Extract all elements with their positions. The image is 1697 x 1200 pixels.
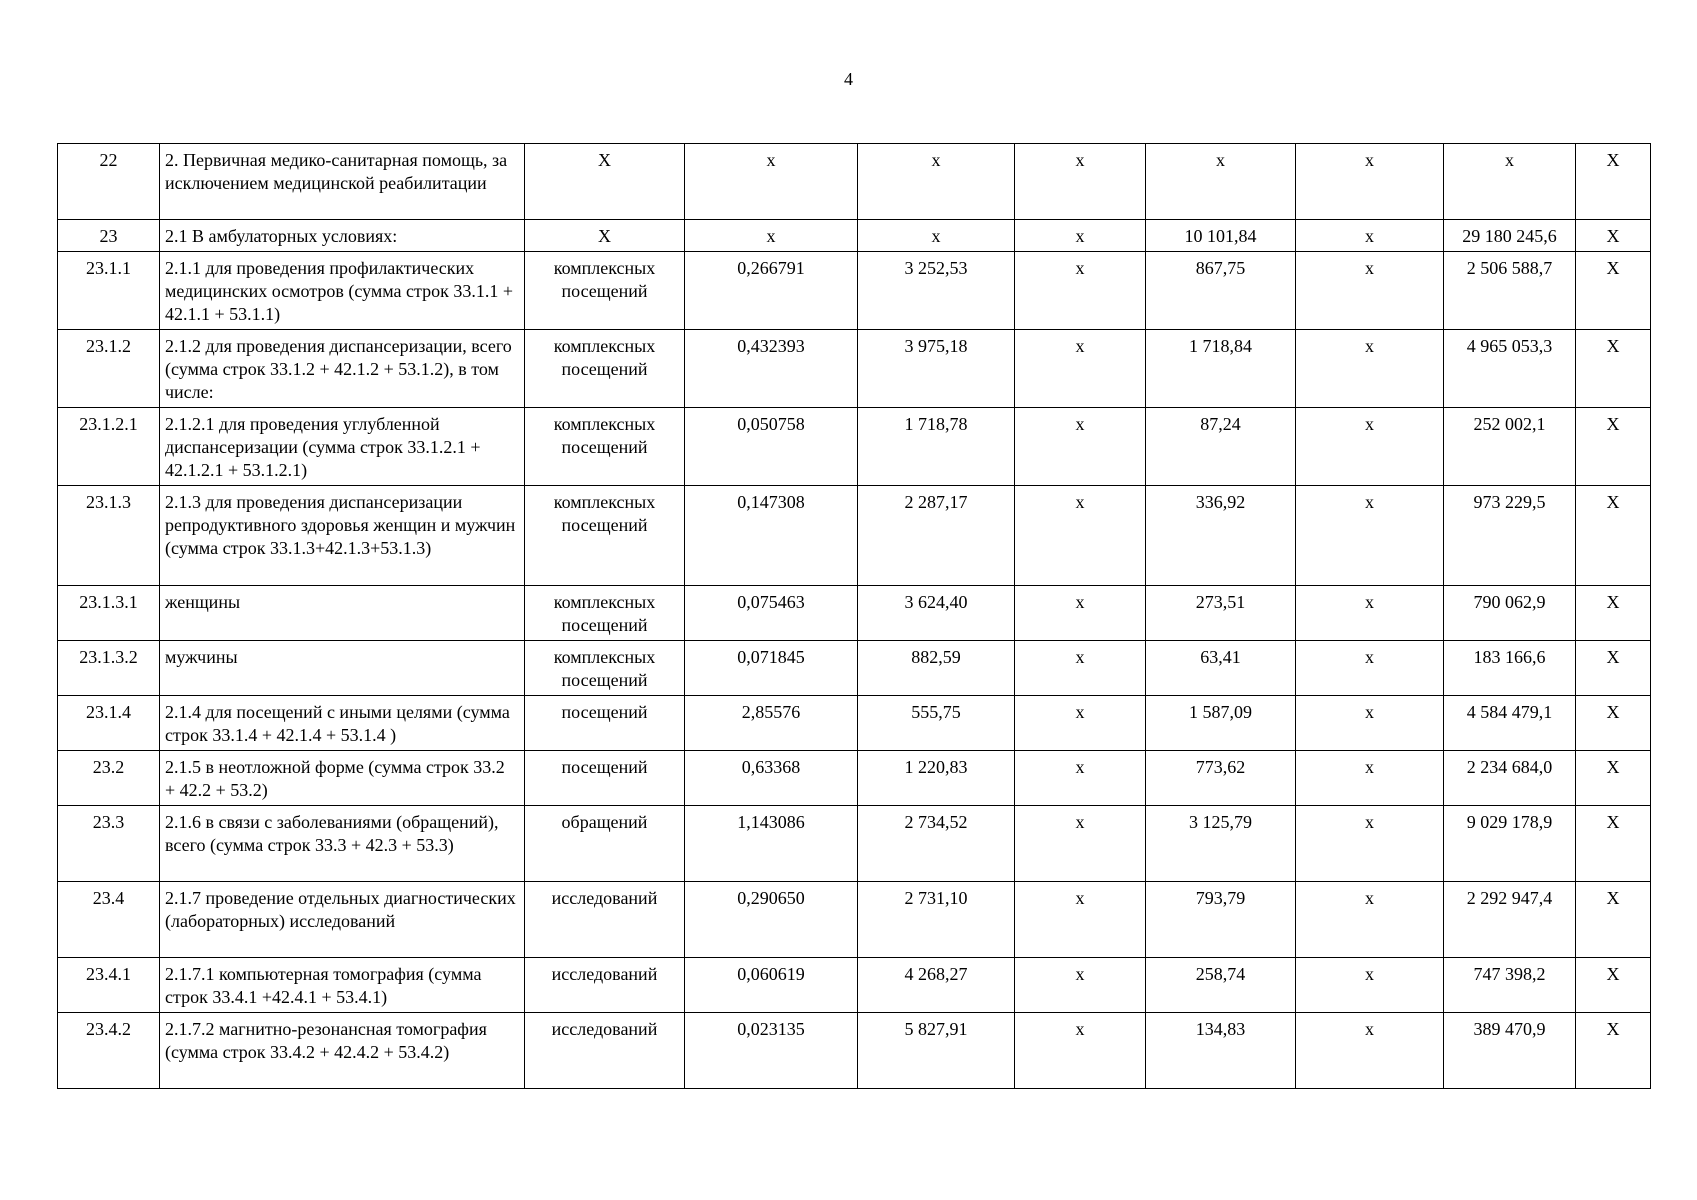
row-col-4: 0,290650 xyxy=(685,882,858,958)
row-col-9: 4 584 479,1 xyxy=(1444,696,1576,751)
row-col-5: 2 287,17 xyxy=(858,486,1015,586)
row-col-6: х xyxy=(1015,641,1146,696)
row-col-10: Х xyxy=(1576,486,1651,586)
row-unit: исследований xyxy=(525,958,685,1013)
row-col-5: х xyxy=(858,220,1015,252)
table-row xyxy=(58,751,1651,806)
row-col-10: Х xyxy=(1576,958,1651,1013)
row-col-5: 4 268,27 xyxy=(858,958,1015,1013)
row-col-6: х xyxy=(1015,408,1146,486)
table-body xyxy=(58,144,1651,1089)
table-row xyxy=(58,486,1651,586)
row-code: 23.2 xyxy=(58,751,160,806)
row-col-4: х xyxy=(685,144,858,220)
row-col-6: х xyxy=(1015,751,1146,806)
row-col-7: 10 101,84 xyxy=(1146,220,1296,252)
row-name: женщины xyxy=(160,586,525,641)
row-col-8: х xyxy=(1296,408,1444,486)
row-col-10: Х xyxy=(1576,641,1651,696)
row-col-7: 1 587,09 xyxy=(1146,696,1296,751)
page-number: 4 xyxy=(844,69,853,89)
row-name: 2.1.7 проведение отдельных диагностических (лабораторных) исследований xyxy=(160,882,525,958)
row-col-4: 1,143086 xyxy=(685,806,858,882)
row-col-10: Х xyxy=(1576,408,1651,486)
row-code: 23.1.3.1 xyxy=(58,586,160,641)
row-col-4: 0,147308 xyxy=(685,486,858,586)
row-col-5: 2 734,52 xyxy=(858,806,1015,882)
table-row xyxy=(58,330,1651,408)
row-col-4: 0,63368 xyxy=(685,751,858,806)
row-code: 23.1.1 xyxy=(58,252,160,330)
row-col-10: Х xyxy=(1576,252,1651,330)
row-col-10: Х xyxy=(1576,1013,1651,1089)
row-unit: комплексных посещений xyxy=(525,641,685,696)
table-row xyxy=(58,252,1651,330)
row-unit: Х xyxy=(525,220,685,252)
row-col-8: х xyxy=(1296,252,1444,330)
row-col-9: 2 506 588,7 xyxy=(1444,252,1576,330)
row-col-9: 2 234 684,0 xyxy=(1444,751,1576,806)
row-col-5: 3 624,40 xyxy=(858,586,1015,641)
row-col-4: 2,85576 xyxy=(685,696,858,751)
row-name: 2.1.7.2 магнитно-резонансная томография (сумма строк 33.4.2 + 42.4.2 + 53.4.2) xyxy=(160,1013,525,1089)
row-name: 2.1.2.1 для проведения углубленной диспансеризации (сумма строк 33.1.2.1 + 42.1.2.1 + 53.1.2.1) xyxy=(160,408,525,486)
row-col-4: 0,050758 xyxy=(685,408,858,486)
row-col-7: 3 125,79 xyxy=(1146,806,1296,882)
row-col-6: х xyxy=(1015,330,1146,408)
row-col-9: 790 062,9 xyxy=(1444,586,1576,641)
row-col-8: х xyxy=(1296,486,1444,586)
row-unit: комплексных посещений xyxy=(525,330,685,408)
row-col-8: х xyxy=(1296,1013,1444,1089)
table-row xyxy=(58,882,1651,958)
row-col-7: 134,83 xyxy=(1146,1013,1296,1089)
row-col-5: 3 252,53 xyxy=(858,252,1015,330)
table-row xyxy=(58,1013,1651,1089)
row-code: 23.1.2 xyxy=(58,330,160,408)
row-unit: исследований xyxy=(525,882,685,958)
row-col-5: 1 220,83 xyxy=(858,751,1015,806)
row-col-7: 793,79 xyxy=(1146,882,1296,958)
row-col-5: 882,59 xyxy=(858,641,1015,696)
row-col-6: х xyxy=(1015,220,1146,252)
row-code: 23.3 xyxy=(58,806,160,882)
row-col-10: Х xyxy=(1576,144,1651,220)
row-col-7: 63,41 xyxy=(1146,641,1296,696)
row-col-5: х xyxy=(858,144,1015,220)
table-row xyxy=(58,696,1651,751)
row-code: 23.1.3.2 xyxy=(58,641,160,696)
table-row xyxy=(58,220,1651,252)
row-col-9: 973 229,5 xyxy=(1444,486,1576,586)
row-code: 22 xyxy=(58,144,160,220)
row-unit: посещений xyxy=(525,696,685,751)
row-col-9: 183 166,6 xyxy=(1444,641,1576,696)
row-col-5: 555,75 xyxy=(858,696,1015,751)
row-col-6: х xyxy=(1015,252,1146,330)
row-col-7: 273,51 xyxy=(1146,586,1296,641)
row-name: мужчины xyxy=(160,641,525,696)
row-unit: комплексных посещений xyxy=(525,486,685,586)
row-col-9: 389 470,9 xyxy=(1444,1013,1576,1089)
row-col-5: 5 827,91 xyxy=(858,1013,1015,1089)
row-col-5: 1 718,78 xyxy=(858,408,1015,486)
row-col-9: 4 965 053,3 xyxy=(1444,330,1576,408)
table-row xyxy=(58,641,1651,696)
row-col-8: х xyxy=(1296,220,1444,252)
row-col-6: х xyxy=(1015,144,1146,220)
row-col-9: 9 029 178,9 xyxy=(1444,806,1576,882)
row-col-8: х xyxy=(1296,144,1444,220)
row-name: 2.1.5 в неотложной форме (сумма строк 33.2 + 42.2 + 53.2) xyxy=(160,751,525,806)
row-code: 23.4 xyxy=(58,882,160,958)
row-unit: обращений xyxy=(525,806,685,882)
row-unit: посещений xyxy=(525,751,685,806)
row-col-6: х xyxy=(1015,486,1146,586)
row-col-8: х xyxy=(1296,751,1444,806)
row-code: 23.4.1 xyxy=(58,958,160,1013)
row-col-8: х xyxy=(1296,958,1444,1013)
row-col-10: Х xyxy=(1576,882,1651,958)
row-col-7: 867,75 xyxy=(1146,252,1296,330)
row-col-7: х xyxy=(1146,144,1296,220)
row-unit: комплексных посещений xyxy=(525,408,685,486)
row-code: 23.1.3 xyxy=(58,486,160,586)
table-row xyxy=(58,586,1651,641)
row-col-6: х xyxy=(1015,882,1146,958)
row-col-7: 773,62 xyxy=(1146,751,1296,806)
row-name: 2.1.4 для посещений с иными целями (сумма строк 33.1.4 + 42.1.4 + 53.1.4 ) xyxy=(160,696,525,751)
row-name: 2.1.1 для проведения профилактических медицинских осмотров (сумма строк 33.1.1 + 42.1.1 + 53.1.1) xyxy=(160,252,525,330)
row-name: 2.1.6 в связи с заболеваниями (обращений), всего (сумма строк 33.3 + 42.3 + 53.3) xyxy=(160,806,525,882)
row-col-4: 0,266791 xyxy=(685,252,858,330)
row-col-8: х xyxy=(1296,696,1444,751)
row-col-8: х xyxy=(1296,882,1444,958)
row-unit: комплексных посещений xyxy=(525,252,685,330)
row-col-10: Х xyxy=(1576,220,1651,252)
row-col-10: Х xyxy=(1576,696,1651,751)
row-col-10: Х xyxy=(1576,330,1651,408)
table-row xyxy=(58,958,1651,1013)
table-row xyxy=(58,408,1651,486)
row-col-4: 0,071845 xyxy=(685,641,858,696)
row-col-6: х xyxy=(1015,1013,1146,1089)
row-code: 23.1.2.1 xyxy=(58,408,160,486)
row-col-8: х xyxy=(1296,330,1444,408)
row-col-9: х xyxy=(1444,144,1576,220)
row-unit: исследований xyxy=(525,1013,685,1089)
row-col-8: х xyxy=(1296,586,1444,641)
row-code: 23.1.4 xyxy=(58,696,160,751)
row-col-9: 2 292 947,4 xyxy=(1444,882,1576,958)
row-col-6: х xyxy=(1015,696,1146,751)
row-col-5: 3 975,18 xyxy=(858,330,1015,408)
row-name: 2.1.3 для проведения диспансеризации репродуктивного здоровья женщин и мужчин (сумма строк 33.1.3+42.1.3+53.1.3) xyxy=(160,486,525,586)
row-col-5: 2 731,10 xyxy=(858,882,1015,958)
row-col-4: 0,060619 xyxy=(685,958,858,1013)
row-col-8: х xyxy=(1296,806,1444,882)
row-col-9: 29 180 245,6 xyxy=(1444,220,1576,252)
row-name: 2.1.7.1 компьютерная томография (сумма строк 33.4.1 +42.4.1 + 53.4.1) xyxy=(160,958,525,1013)
row-name: 2.1.2 для проведения диспансеризации, всего (сумма строк 33.1.2 + 42.1.2 + 53.1.2), в том числе: xyxy=(160,330,525,408)
row-col-10: Х xyxy=(1576,806,1651,882)
row-col-7: 258,74 xyxy=(1146,958,1296,1013)
row-code: 23.4.2 xyxy=(58,1013,160,1089)
row-col-6: х xyxy=(1015,958,1146,1013)
row-name: 2. Первичная медико-санитарная помощь, за исключением медицинской реабилитации xyxy=(160,144,525,220)
row-unit: Х xyxy=(525,144,685,220)
row-col-7: 336,92 xyxy=(1146,486,1296,586)
row-unit: комплексных посещений xyxy=(525,586,685,641)
row-col-9: 747 398,2 xyxy=(1444,958,1576,1013)
row-col-4: х xyxy=(685,220,858,252)
row-name: 2.1 В амбулаторных условиях: xyxy=(160,220,525,252)
row-col-9: 252 002,1 xyxy=(1444,408,1576,486)
data-table xyxy=(57,143,1651,1089)
row-col-6: х xyxy=(1015,586,1146,641)
row-col-4: 0,075463 xyxy=(685,586,858,641)
row-col-10: Х xyxy=(1576,751,1651,806)
row-code: 23 xyxy=(58,220,160,252)
row-col-6: х xyxy=(1015,806,1146,882)
row-col-4: 0,023135 xyxy=(685,1013,858,1089)
row-col-8: х xyxy=(1296,641,1444,696)
table-row xyxy=(58,144,1651,220)
row-col-10: Х xyxy=(1576,586,1651,641)
row-col-4: 0,432393 xyxy=(685,330,858,408)
row-col-7: 87,24 xyxy=(1146,408,1296,486)
table-row xyxy=(58,806,1651,882)
row-col-7: 1 718,84 xyxy=(1146,330,1296,408)
